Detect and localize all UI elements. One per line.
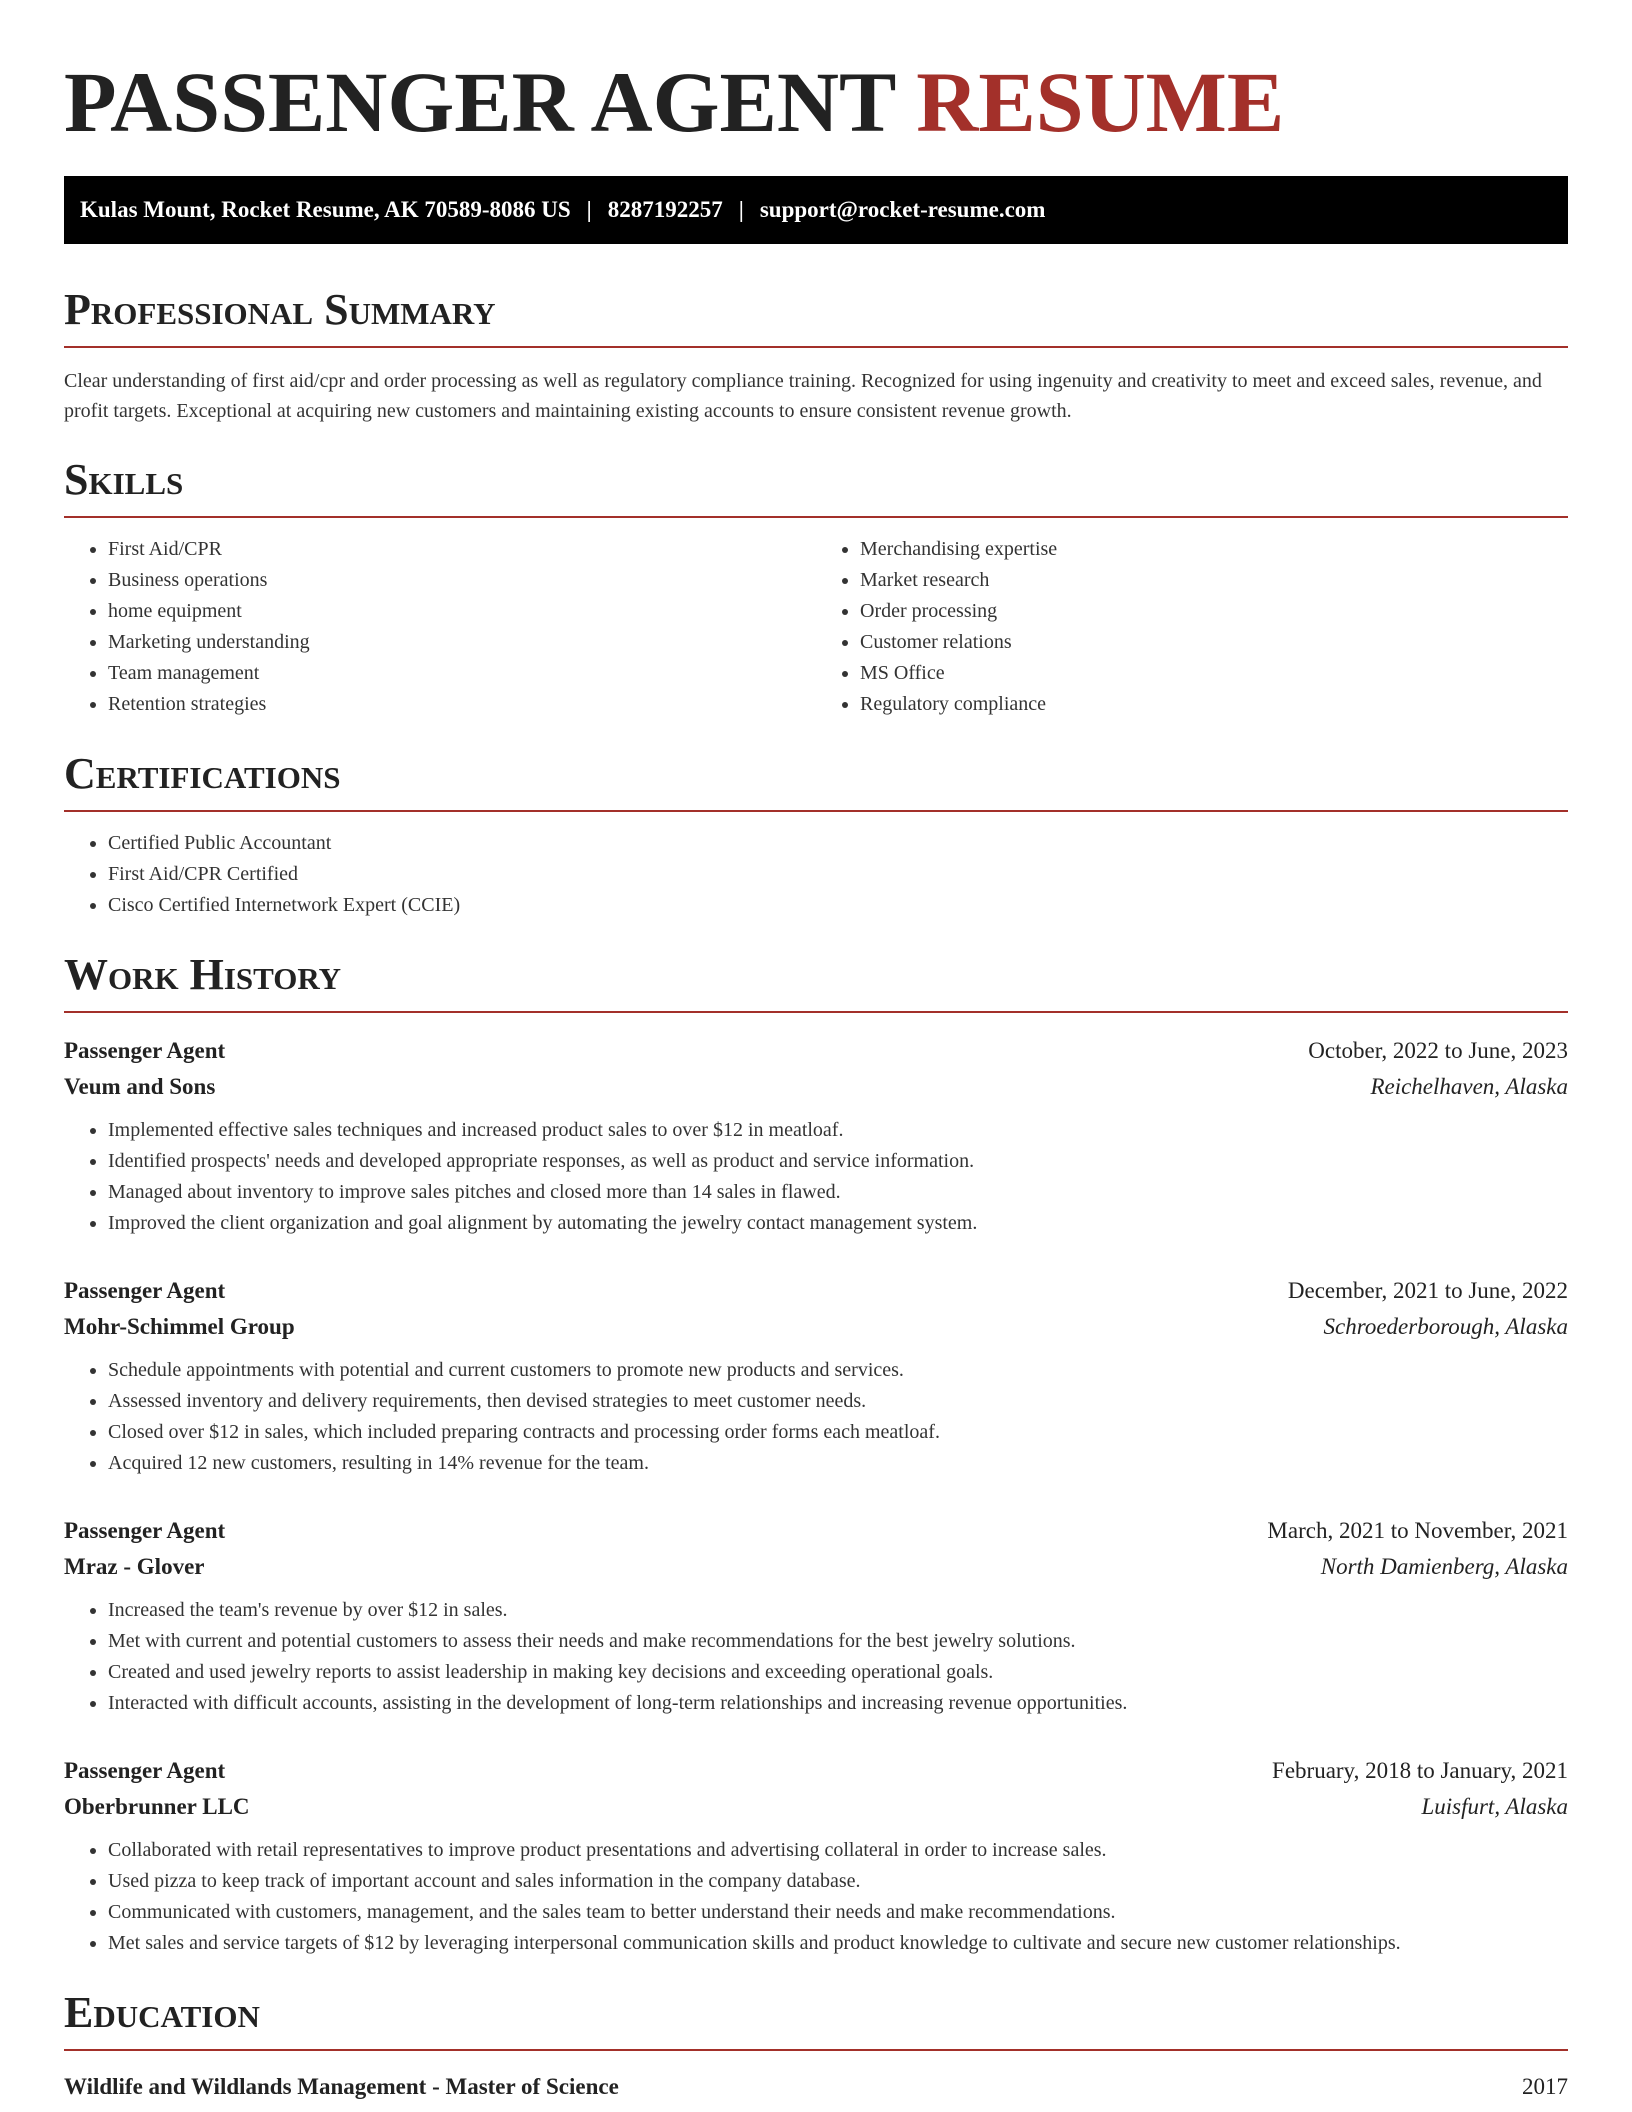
job-dates: February, 2018 to January, 2021: [1272, 1758, 1568, 1783]
job-dates: March, 2021 to November, 2021: [1267, 1518, 1568, 1543]
skill-item: • Regulatory compliance: [860, 689, 1568, 720]
job-header-row: [64, 1753, 1568, 1789]
job-location: Luisfurt, Alaska: [1421, 1794, 1568, 1819]
job-bullet: • Identified prospects' needs and developed appropriate responses, as well as product and service information.: [108, 1146, 1568, 1177]
job-company-row: [64, 1789, 1568, 1825]
job-company: Mohr-Schimmel Group: [64, 1314, 295, 1339]
certification-item: • Certified Public Accountant: [108, 828, 1568, 859]
job-bullet: • Used pizza to keep track of important account and sales information in the company database.: [108, 1866, 1568, 1897]
job-entry: [64, 1753, 1568, 1959]
summary-heading: Professional Summary: [64, 284, 1568, 348]
skill-item: • Merchandising expertise: [860, 534, 1568, 565]
skill-item: • Customer relations: [860, 627, 1568, 658]
job-location: Schroederborough, Alaska: [1323, 1314, 1568, 1339]
job-bullet: • Closed over $12 in sales, which included preparing contracts and processing order forms each meatloaf.: [108, 1417, 1568, 1448]
summary-section: [64, 284, 1568, 426]
job-bullet: • Implemented effective sales techniques and increased product sales to over $12 in meatloaf.: [108, 1115, 1568, 1146]
job-company-row: [64, 1069, 1568, 1105]
job-bullets: [64, 1595, 1568, 1719]
skills-list-left: [64, 534, 816, 720]
job-bullet: • Assessed inventory and delivery requirements, then devised strategies to meet customer needs.: [108, 1386, 1568, 1417]
skills-heading: Skills: [64, 454, 1568, 518]
work-history-section: [64, 949, 1568, 1959]
job-company-row: [64, 1549, 1568, 1585]
contact-phone: 8287192257: [607, 197, 723, 222]
skill-item: • home equipment: [108, 596, 816, 627]
job-entry: [64, 1273, 1568, 1479]
education-heading: Education: [64, 1987, 1568, 2051]
contact-bar: [64, 176, 1568, 244]
job-bullet: • Created and used jewelry reports to assist leadership in making key decisions and exceeding operational goals.: [108, 1657, 1568, 1688]
job-company: Mraz - Glover: [64, 1554, 205, 1579]
job-bullet: • Met sales and service targets of $12 by leveraging interpersonal communication skills and product knowledge to cultivate and secure new customer relationships.: [108, 1928, 1568, 1959]
contact-email[interactable]: support@rocket-resume.com: [759, 197, 1046, 222]
job-header-row: [64, 1033, 1568, 1069]
skills-section: [64, 454, 1568, 720]
job-dates: December, 2021 to June, 2022: [1287, 1278, 1568, 1303]
certification-item: • Cisco Certified Internetwork Expert (CCIE): [108, 890, 1568, 921]
job-company-row: [64, 1309, 1568, 1345]
job-title: Passenger Agent: [64, 1758, 226, 1783]
certifications-section: [64, 748, 1568, 921]
job-bullet: • Increased the team's revenue by over $12 in sales.: [108, 1595, 1568, 1626]
skill-item: • First Aid/CPR: [108, 534, 816, 565]
summary-text: Clear understanding of first aid/cpr and order processing as well as regulatory compliance training. Recognized for using ingenuity and creativity to meet and exceed sales, revenue, and profit targets. Exceptional at acquiring new customers and maintaining existing accounts to ensure consistent revenue growth.: [64, 370, 1542, 422]
job-location: North Damienberg, Alaska: [1320, 1554, 1568, 1579]
education-year: 2017: [1522, 2074, 1568, 2099]
certification-item: • First Aid/CPR Certified: [108, 859, 1568, 890]
title-accent: RESUME: [916, 54, 1285, 150]
job-bullet: • Improved the client organization and goal alignment by automating the jewelry contact management system.: [108, 1208, 1568, 1239]
contact-address: Kulas Mount, Rocket Resume, AK 70589-8086 US: [80, 197, 571, 222]
skill-item: • Team management: [108, 658, 816, 689]
contact-separator: |: [738, 197, 744, 222]
title-main: PASSENGER AGENT: [64, 54, 895, 150]
job-title: Passenger Agent: [64, 1038, 226, 1063]
skill-item: • MS Office: [860, 658, 1568, 689]
job-bullet: • Interacted with difficult accounts, assisting in the development of long-term relationships and increasing revenue opportunities.: [108, 1688, 1568, 1719]
skill-item: • Market research: [860, 565, 1568, 596]
job-bullet: • Communicated with customers, management, and the sales team to better understand their needs and make recommendations.: [108, 1897, 1568, 1928]
contact-separator: |: [586, 197, 592, 222]
skills-list-right: [816, 534, 1568, 720]
job-location: Reichelhaven, Alaska: [1370, 1074, 1568, 1099]
skills-columns: [64, 518, 1568, 720]
job-bullets: [64, 1355, 1568, 1479]
skill-item: • Business operations: [108, 565, 816, 596]
education-degree: Wildlife and Wildlands Management - Master of Science: [64, 2074, 619, 2099]
job-bullet: • Met with current and potential customers to assess their needs and make recommendations for the best jewelry solutions.: [108, 1626, 1568, 1657]
certifications-heading: Certifications: [64, 748, 1568, 812]
job-header-row: [64, 1273, 1568, 1309]
job-title: Passenger Agent: [64, 1278, 226, 1303]
job-company: Oberbrunner LLC: [64, 1794, 250, 1819]
job-entry: [64, 1033, 1568, 1239]
skill-item: • Order processing: [860, 596, 1568, 627]
job-bullets: [64, 1835, 1568, 1959]
certifications-list: [64, 828, 1568, 921]
work-history-heading: Work History: [64, 949, 1568, 1013]
education-section: [64, 1987, 1568, 2105]
job-bullet: • Acquired 12 new customers, resulting in 14% revenue for the team.: [108, 1448, 1568, 1479]
resume-title: [64, 0, 1568, 160]
job-entry: [64, 1513, 1568, 1719]
job-header-row: [64, 1513, 1568, 1549]
skill-item: • Retention strategies: [108, 689, 816, 720]
skill-item: • Marketing understanding: [108, 627, 816, 658]
job-dates: October, 2022 to June, 2023: [1308, 1038, 1568, 1063]
job-company: Veum and Sons: [64, 1074, 216, 1099]
job-bullet: • Collaborated with retail representatives to improve product presentations and advertising collateral in order to increase sales.: [108, 1835, 1568, 1866]
job-title: Passenger Agent: [64, 1518, 226, 1543]
education-row: [64, 2069, 1568, 2105]
job-bullet: • Managed about inventory to improve sales pitches and closed more than 14 sales in flawed.: [108, 1177, 1568, 1208]
job-bullets: [64, 1115, 1568, 1239]
job-bullet: • Schedule appointments with potential and current customers to promote new products and services.: [108, 1355, 1568, 1386]
